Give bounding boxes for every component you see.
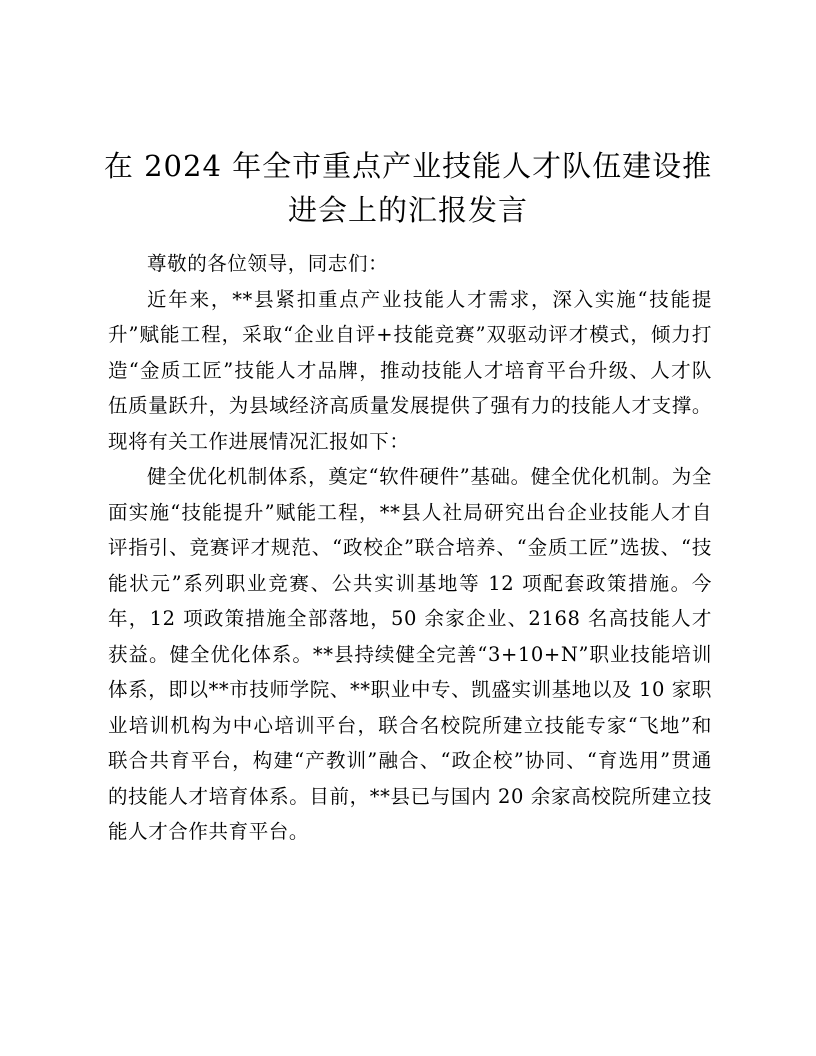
- paragraph-intro: 近年来，**县紧扣重点产业技能人才需求，深入实施“技能提升”赋能工程，采取“企业自评+技能竞赛”双驱动评才模式，倾力打造“金质工匠”技能人才品牌，推动技能人才培育平台升级、人才队伍质量跃升，为县域经济高质量发展提供了强有力的技能人才支撑。现将有关工作进展情况汇报如下：: [108, 287, 712, 453]
- paragraph-mechanism: 健全优化机制体系，奠定“软件硬件”基础。健全优化机制。为全面实施“技能提升”赋能工程，**县人社局研究出台企业技能人才自评指引、竞赛评才规范、“政校企”联合培养、“金质工匠”选拔、“技能状元”系列职业竞赛、公共实训基地等 12 项配套政策措施。今年，12 项政策措施全部落地，50 余家企业、2168 名高技能人才获益。健全优化体系。**县持续健全完善“3+10+N”职业技能培训体系，即以**市技师学院、**职业中专、凯盛实训基地以及 10 家职业培训机构为中心培训平台，联合名校院所建立技能专家“飞地”和联合共育平台，构建“产教训”融合、“政企校”协同、“育选用”贯通的技能人才培育体系。目前，**县已与国内 20 余家高校院所建立技能人才合作共育平台。: [108, 465, 712, 843]
- document-title: 在 2024 年全市重点产业技能人才队伍建设推进会上的汇报发言: [103, 149, 713, 227]
- document-body: [108, 246, 712, 850]
- greeting: 尊敬的各位领导，同志们：: [147, 252, 389, 275]
